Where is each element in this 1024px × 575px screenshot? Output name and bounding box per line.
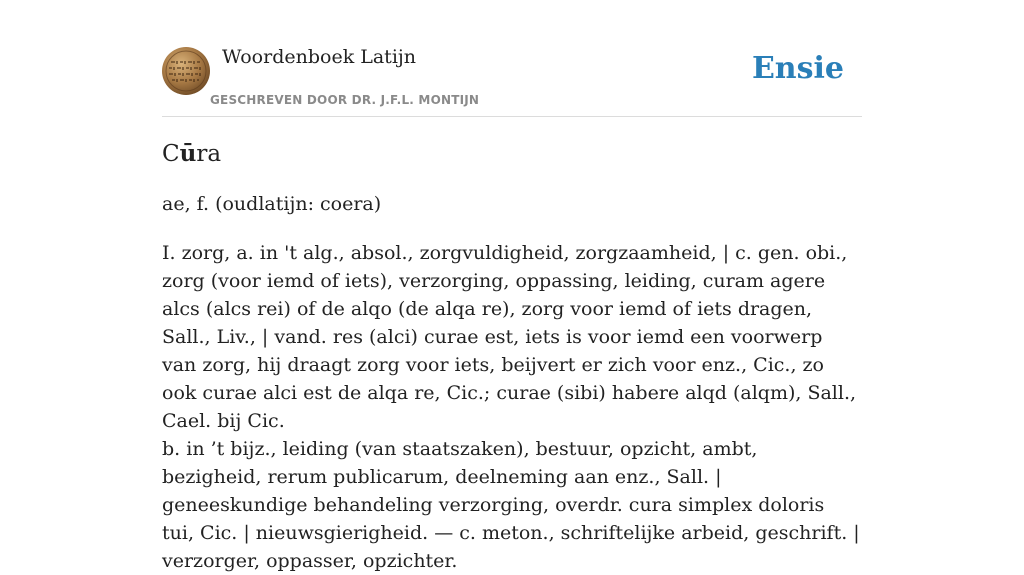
definition-paragraph: b. in ’t bijz., leiding (van staatszaken), bestuur, opzicht, ambt, bezigheid, rerum publicarum, deelneming aan enz., Sall. | geneeskundige behandeling verzorging, overdr. cura simplex doloris tui, Cic. | nieuwsgierigheid. — c. meton., schriftelijke arbeid, geschrift. | verzorger, oppasser, opzichter. (162, 438, 860, 572)
author-line: GESCHREVEN DOOR DR. J.F.L. MONTIJN (210, 93, 480, 107)
entry-title (162, 140, 221, 167)
header (162, 46, 862, 117)
brand-logo[interactable]: Ensie (751, 51, 844, 86)
grammar-info: ae, f. (oudlatijn: coera) (162, 193, 382, 215)
entry-title-suffix: ra (196, 141, 222, 167)
entry-title-macron: ū (179, 140, 197, 167)
entry-title-prefix: C (162, 141, 180, 167)
entry-body (162, 239, 862, 575)
dictionary-title[interactable]: Woordenboek Latijn (222, 46, 417, 68)
definition-paragraph: I. zorg, a. in 't alg., absol., zorgvuldigheid, zorgzaamheid, | c. gen. obi., zorg (voor iemd of iets), verzorging, oppassing, leiding, curam agere alcs (alcs rei) of de alqo (de alqa re), zorg voor iemd of iets dragen, Sall., Liv., | vand. res (alci) curae est, iets is voor iemd een voorwerp van zorg, hij draagt zorg voor iets, beijvert er zich voor enz., Cic., zo ook curae alci est de alqa re, Cic.; curae (sibi) habere alqd (alqm), Sall., Cael. bij Cic. (162, 242, 857, 432)
coin-inscription-icon[interactable] (162, 47, 210, 95)
